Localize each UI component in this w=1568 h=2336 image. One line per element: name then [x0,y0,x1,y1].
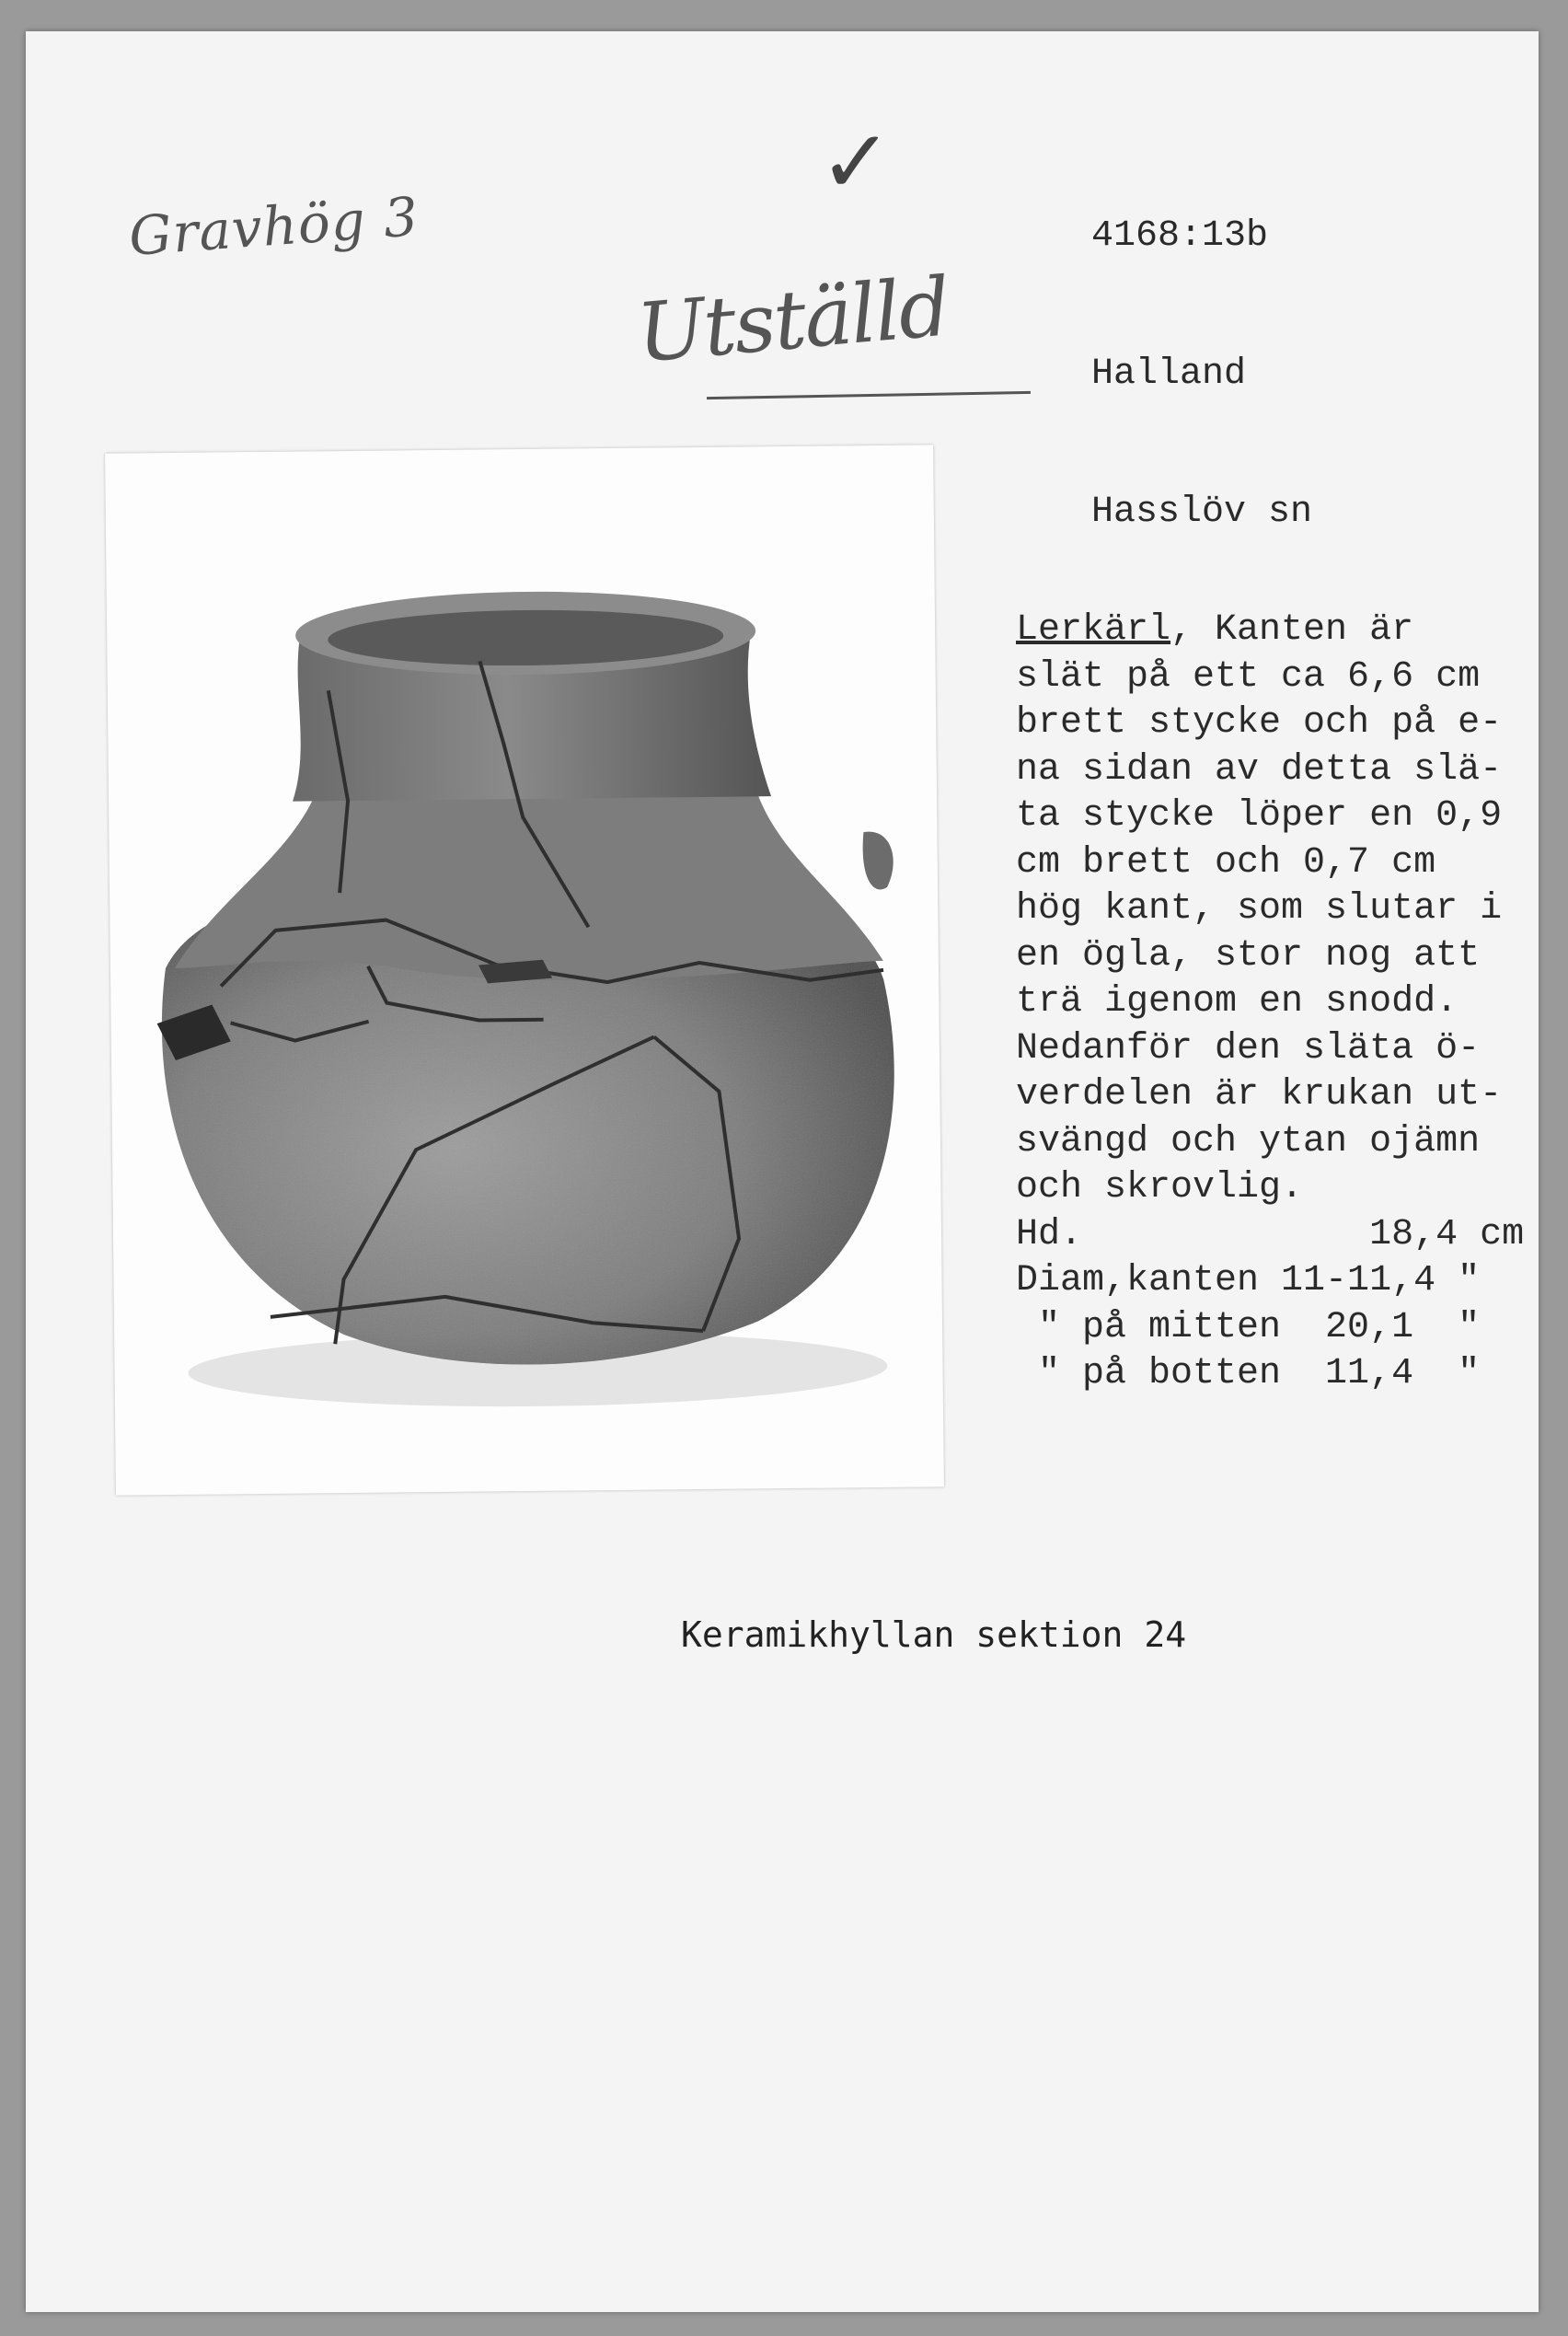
description-line: en ögla, stor nog att [1016,934,1481,977]
description-line: slät på ett ca 6,6 cm [1016,655,1481,698]
pot-photograph [105,445,944,1495]
description-line: trä igenom en snodd. [1016,981,1458,1023]
description-line: na sidan av detta slä- [1016,748,1503,791]
description-line: cm brett och 0,7 cm [1016,841,1436,884]
catalog-card [26,31,1539,2312]
description-line: och skrovlig. [1016,1167,1304,1208]
handwritten-status-note: Utställd [633,259,952,381]
province: Halland [1091,353,1247,395]
measurement-height: Hd. 18,4 cm [1016,1213,1525,1255]
description-line: brett stycke och på e- [1016,702,1503,744]
check-mark: ✓ [819,110,894,214]
description-line: ta stycke löper en 0,9 [1016,795,1503,837]
parish: Hasslöv sn [1091,491,1313,533]
status-underline [707,391,1031,399]
measurement-middle-diameter: " på mitten 20,1 " [1016,1306,1481,1348]
handwritten-grave-note: Gravhög 3 [127,185,421,268]
description-line: verdelen är krukan ut- [1016,1074,1503,1116]
catalog-number: 4168:13b [1091,215,1269,257]
description-line: svängd och ytan ojämn [1016,1120,1481,1162]
first-line-rest: , Kanten är [1170,609,1414,651]
description-line: Nedanför den släta ö- [1016,1027,1481,1070]
pot-illustration [105,445,944,1495]
description-first-line [1016,607,1524,654]
measurement-base-diameter: " på botten 11,4 " [1016,1353,1481,1394]
header-block [1091,121,1312,628]
description-block [1016,607,1524,1398]
description-line: hög kant, som slutar i [1016,888,1503,930]
object-term: Lerkärl [1016,609,1171,651]
shelf-location: Keramikhyllan sektion 24 [681,1614,1187,1655]
measurement-rim-diameter: Diam,kanten 11-11,4 " [1016,1260,1481,1301]
